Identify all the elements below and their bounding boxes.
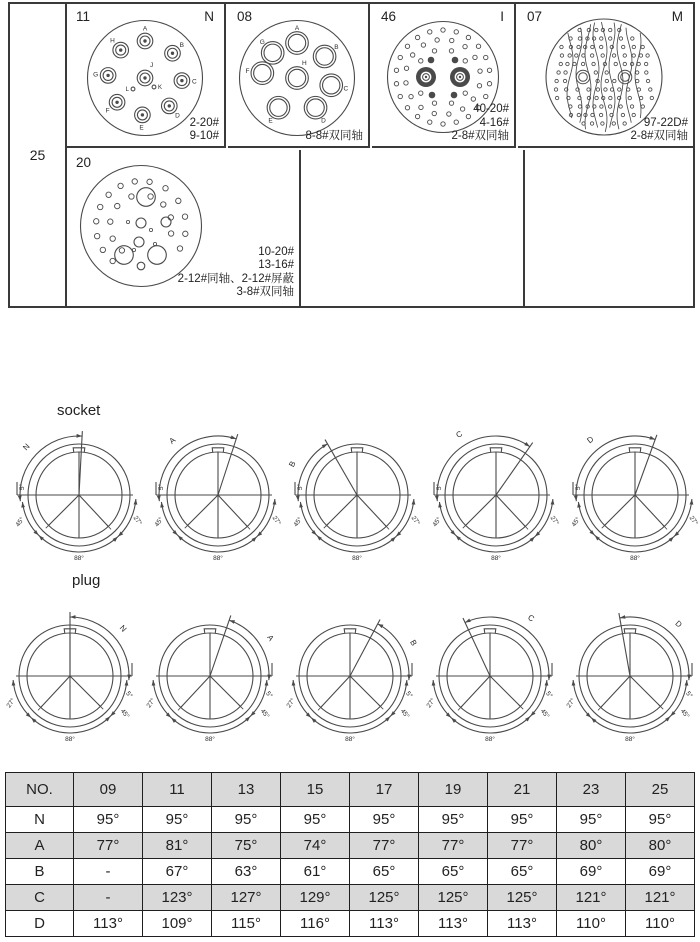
angle-value-cell: 95° [350, 807, 419, 833]
angle-table-row [6, 911, 695, 937]
angle-value-cell: 127° [212, 885, 281, 911]
angle-value-cell: 125° [350, 885, 419, 911]
svg-text:J: J [150, 62, 154, 69]
contact-spec [305, 130, 363, 144]
contact-spec-line: 2-8#双同轴 [630, 130, 688, 143]
shell-size-label: 25 [29, 147, 46, 163]
svg-text:5°: 5° [264, 690, 274, 700]
angle-value-cell: 113° [419, 911, 488, 937]
angle-value-cell: 77° [488, 833, 557, 859]
insert-cell-11 [67, 4, 226, 148]
angle-value-cell: 81° [143, 833, 212, 859]
insert-cell-empty-2 [527, 150, 693, 306]
angle-value-cell: 67° [143, 859, 212, 885]
svg-text:27°: 27° [565, 697, 577, 710]
angle-table-size-header: 23 [557, 773, 626, 807]
svg-text:A: A [294, 25, 300, 32]
contact-spec-line: 13-16# [258, 259, 294, 272]
svg-text:C: C [526, 612, 536, 624]
angle-value-cell: 129° [281, 885, 350, 911]
angle-table-size-header: 13 [212, 773, 281, 807]
angle-value-cell: 113° [74, 911, 143, 937]
insert-number: 08 [237, 9, 253, 24]
socket-keying-A [148, 420, 288, 572]
plug-keying-N [0, 598, 140, 766]
plug-keying-D [560, 598, 700, 766]
angle-value-cell: - [74, 859, 143, 885]
svg-text:C: C [343, 85, 349, 93]
socket-keying-N [9, 420, 149, 572]
angle-table-row [6, 859, 695, 885]
insert-number: 07 [527, 9, 543, 24]
angle-table-size-header: 17 [350, 773, 419, 807]
svg-text:5°: 5° [297, 483, 304, 491]
svg-text:G: G [93, 71, 99, 79]
svg-text:27°: 27° [425, 697, 437, 710]
svg-text:27°: 27° [548, 514, 561, 527]
angle-value-cell: 121° [626, 885, 695, 911]
insert-cell-20 [67, 150, 301, 306]
svg-text:88°: 88° [352, 555, 362, 562]
svg-text:C: C [192, 78, 197, 86]
svg-text:F: F [245, 68, 250, 76]
angle-value-cell: 115° [212, 911, 281, 937]
contact-spec-line: 97-22D# [643, 116, 688, 129]
svg-text:45°: 45° [398, 707, 411, 720]
svg-text:5°: 5° [158, 483, 165, 491]
svg-text:27°: 27° [131, 514, 144, 527]
connector-face-diagram-11 [83, 16, 207, 140]
angle-value-cell: 95° [557, 807, 626, 833]
key-position-label: A [6, 833, 74, 859]
svg-text:K: K [158, 85, 163, 91]
contact-spec-line: 3-8#双同轴 [236, 286, 294, 299]
plug-keying-B [280, 598, 420, 766]
contact-spec-line: 2-12#同轴、2-12#屏蔽 [177, 272, 294, 285]
svg-text:5°: 5° [404, 690, 414, 700]
svg-text:27°: 27° [687, 514, 700, 527]
plug-section-title: plug [72, 572, 101, 589]
contact-spec [178, 246, 294, 300]
angle-table-size-header: 11 [143, 773, 212, 807]
svg-text:5°: 5° [436, 483, 443, 491]
svg-text:L: L [125, 87, 129, 93]
angle-value-cell: 80° [626, 833, 695, 859]
insert-cell-empty-1 [303, 150, 525, 306]
svg-text:C: C [454, 429, 464, 440]
svg-text:45°: 45° [14, 516, 26, 529]
svg-text:B: B [408, 638, 419, 648]
angle-value-cell: 110° [626, 911, 695, 937]
svg-text:5°: 5° [544, 690, 554, 700]
contact-spec [630, 117, 688, 144]
svg-text:H: H [302, 60, 307, 67]
svg-text:45°: 45° [118, 707, 131, 720]
angle-value-cell: 95° [74, 807, 143, 833]
svg-text:88°: 88° [213, 555, 223, 562]
svg-text:88°: 88° [205, 736, 215, 743]
key-position-label: D [6, 911, 74, 937]
key-letter: I [500, 9, 504, 24]
insert-arrangement-table [8, 2, 695, 308]
svg-text:E: E [268, 117, 273, 125]
svg-text:5°: 5° [684, 690, 694, 700]
angle-table-corner-header: NO. [6, 773, 74, 807]
angle-value-cell: 69° [626, 859, 695, 885]
contact-spec-line: 10-20# [258, 245, 294, 258]
svg-text:A: A [167, 435, 178, 446]
socket-keying-D [565, 420, 700, 572]
svg-text:D: D [585, 434, 596, 446]
svg-text:88°: 88° [625, 736, 635, 743]
angle-table-size-header: 19 [419, 773, 488, 807]
angle-value-cell: 116° [281, 911, 350, 937]
svg-text:27°: 27° [409, 514, 422, 527]
key-position-label: N [6, 807, 74, 833]
svg-text:45°: 45° [258, 707, 271, 720]
angle-value-cell: 74° [281, 833, 350, 859]
angle-value-cell: 63° [212, 859, 281, 885]
key-position-label: C [6, 885, 74, 911]
angle-value-cell: 77° [350, 833, 419, 859]
angle-value-cell: 65° [350, 859, 419, 885]
angle-value-cell: 95° [626, 807, 695, 833]
contact-spec-line: 2-20# [189, 116, 219, 129]
angle-table-row [6, 807, 695, 833]
svg-text:45°: 45° [431, 516, 443, 529]
contact-spec-line: 9-10# [189, 130, 219, 143]
insert-cell-46 [372, 4, 516, 148]
svg-text:27°: 27° [285, 697, 297, 710]
svg-text:45°: 45° [538, 707, 551, 720]
svg-text:F: F [105, 107, 110, 115]
insert-number: 46 [381, 9, 397, 24]
key-angle-table-wrap [5, 772, 695, 937]
angle-value-cell: 121° [557, 885, 626, 911]
key-letter: N [204, 9, 214, 24]
svg-text:45°: 45° [570, 516, 582, 529]
angle-value-cell: 109° [143, 911, 212, 937]
plug-keying-C [420, 598, 560, 766]
key-position-label: B [6, 859, 74, 885]
contact-spec [451, 103, 509, 144]
insert-number: 20 [76, 155, 92, 170]
angle-value-cell: 113° [488, 911, 557, 937]
angle-value-cell: 75° [212, 833, 281, 859]
contact-spec [190, 117, 219, 144]
angle-value-cell: 80° [557, 833, 626, 859]
socket-keying-B [287, 420, 427, 572]
svg-text:E: E [139, 124, 144, 132]
svg-text:H: H [110, 37, 115, 45]
svg-text:N: N [21, 441, 32, 453]
angle-value-cell: 65° [488, 859, 557, 885]
svg-text:5°: 5° [124, 690, 134, 700]
angle-value-cell: 123° [143, 885, 212, 911]
socket-section-title: socket [57, 402, 101, 419]
connector-face-diagram-08 [235, 16, 359, 140]
socket-keying-C [426, 420, 566, 572]
angle-value-cell: 95° [281, 807, 350, 833]
svg-text:D: D [321, 117, 326, 125]
svg-text:27°: 27° [270, 514, 283, 527]
angle-value-cell: 125° [419, 885, 488, 911]
angle-value-cell: 61° [281, 859, 350, 885]
svg-text:B: B [179, 41, 184, 49]
svg-text:88°: 88° [345, 736, 355, 743]
svg-text:88°: 88° [630, 555, 640, 562]
svg-text:27°: 27° [5, 697, 17, 710]
key-angle-table [5, 772, 695, 937]
angle-table-size-header: 09 [74, 773, 143, 807]
angle-value-cell: 65° [419, 859, 488, 885]
svg-text:5°: 5° [19, 483, 26, 491]
svg-text:D: D [673, 618, 684, 630]
insert-number: 11 [76, 9, 91, 24]
angle-table-size-header: 25 [626, 773, 695, 807]
contact-spec-line: 2-8#双同轴 [451, 130, 509, 143]
svg-text:B: B [334, 44, 339, 52]
contact-spec-line: 40-20# [473, 103, 509, 116]
angle-value-cell: 95° [212, 807, 281, 833]
contact-spec-line: 4-16# [479, 116, 509, 129]
angle-table-size-header: 15 [281, 773, 350, 807]
angle-value-cell: 95° [488, 807, 557, 833]
contact-spec-line: 8-8#双同轴 [305, 130, 363, 143]
svg-text:A: A [265, 633, 276, 643]
svg-text:88°: 88° [485, 736, 495, 743]
svg-text:5°: 5° [575, 483, 582, 491]
key-letter: M [671, 9, 683, 24]
svg-text:88°: 88° [65, 736, 75, 743]
insert-cell-08 [228, 4, 370, 148]
svg-text:45°: 45° [678, 707, 691, 720]
angle-table-size-header: 21 [488, 773, 557, 807]
svg-text:45°: 45° [153, 516, 165, 529]
angle-value-cell: 110° [557, 911, 626, 937]
angle-value-cell: 125° [488, 885, 557, 911]
svg-text:88°: 88° [491, 555, 501, 562]
svg-text:B: B [287, 459, 298, 469]
svg-text:G: G [259, 39, 265, 47]
angle-value-cell: 113° [350, 911, 419, 937]
angle-value-cell: - [74, 885, 143, 911]
shell-size-cell [10, 4, 67, 306]
angle-value-cell: 77° [419, 833, 488, 859]
svg-text:N: N [117, 623, 129, 634]
insert-cell-07 [518, 4, 693, 148]
svg-text:88°: 88° [74, 555, 84, 562]
angle-value-cell: 95° [419, 807, 488, 833]
angle-value-cell: 77° [74, 833, 143, 859]
plug-keying-A [140, 598, 280, 766]
angle-table-row [6, 885, 695, 911]
svg-text:27°: 27° [145, 697, 157, 710]
angle-value-cell: 69° [557, 859, 626, 885]
svg-text:A: A [142, 25, 148, 33]
svg-text:D: D [175, 112, 180, 120]
angle-value-cell: 95° [143, 807, 212, 833]
angle-table-row [6, 833, 695, 859]
svg-text:45°: 45° [292, 516, 304, 529]
